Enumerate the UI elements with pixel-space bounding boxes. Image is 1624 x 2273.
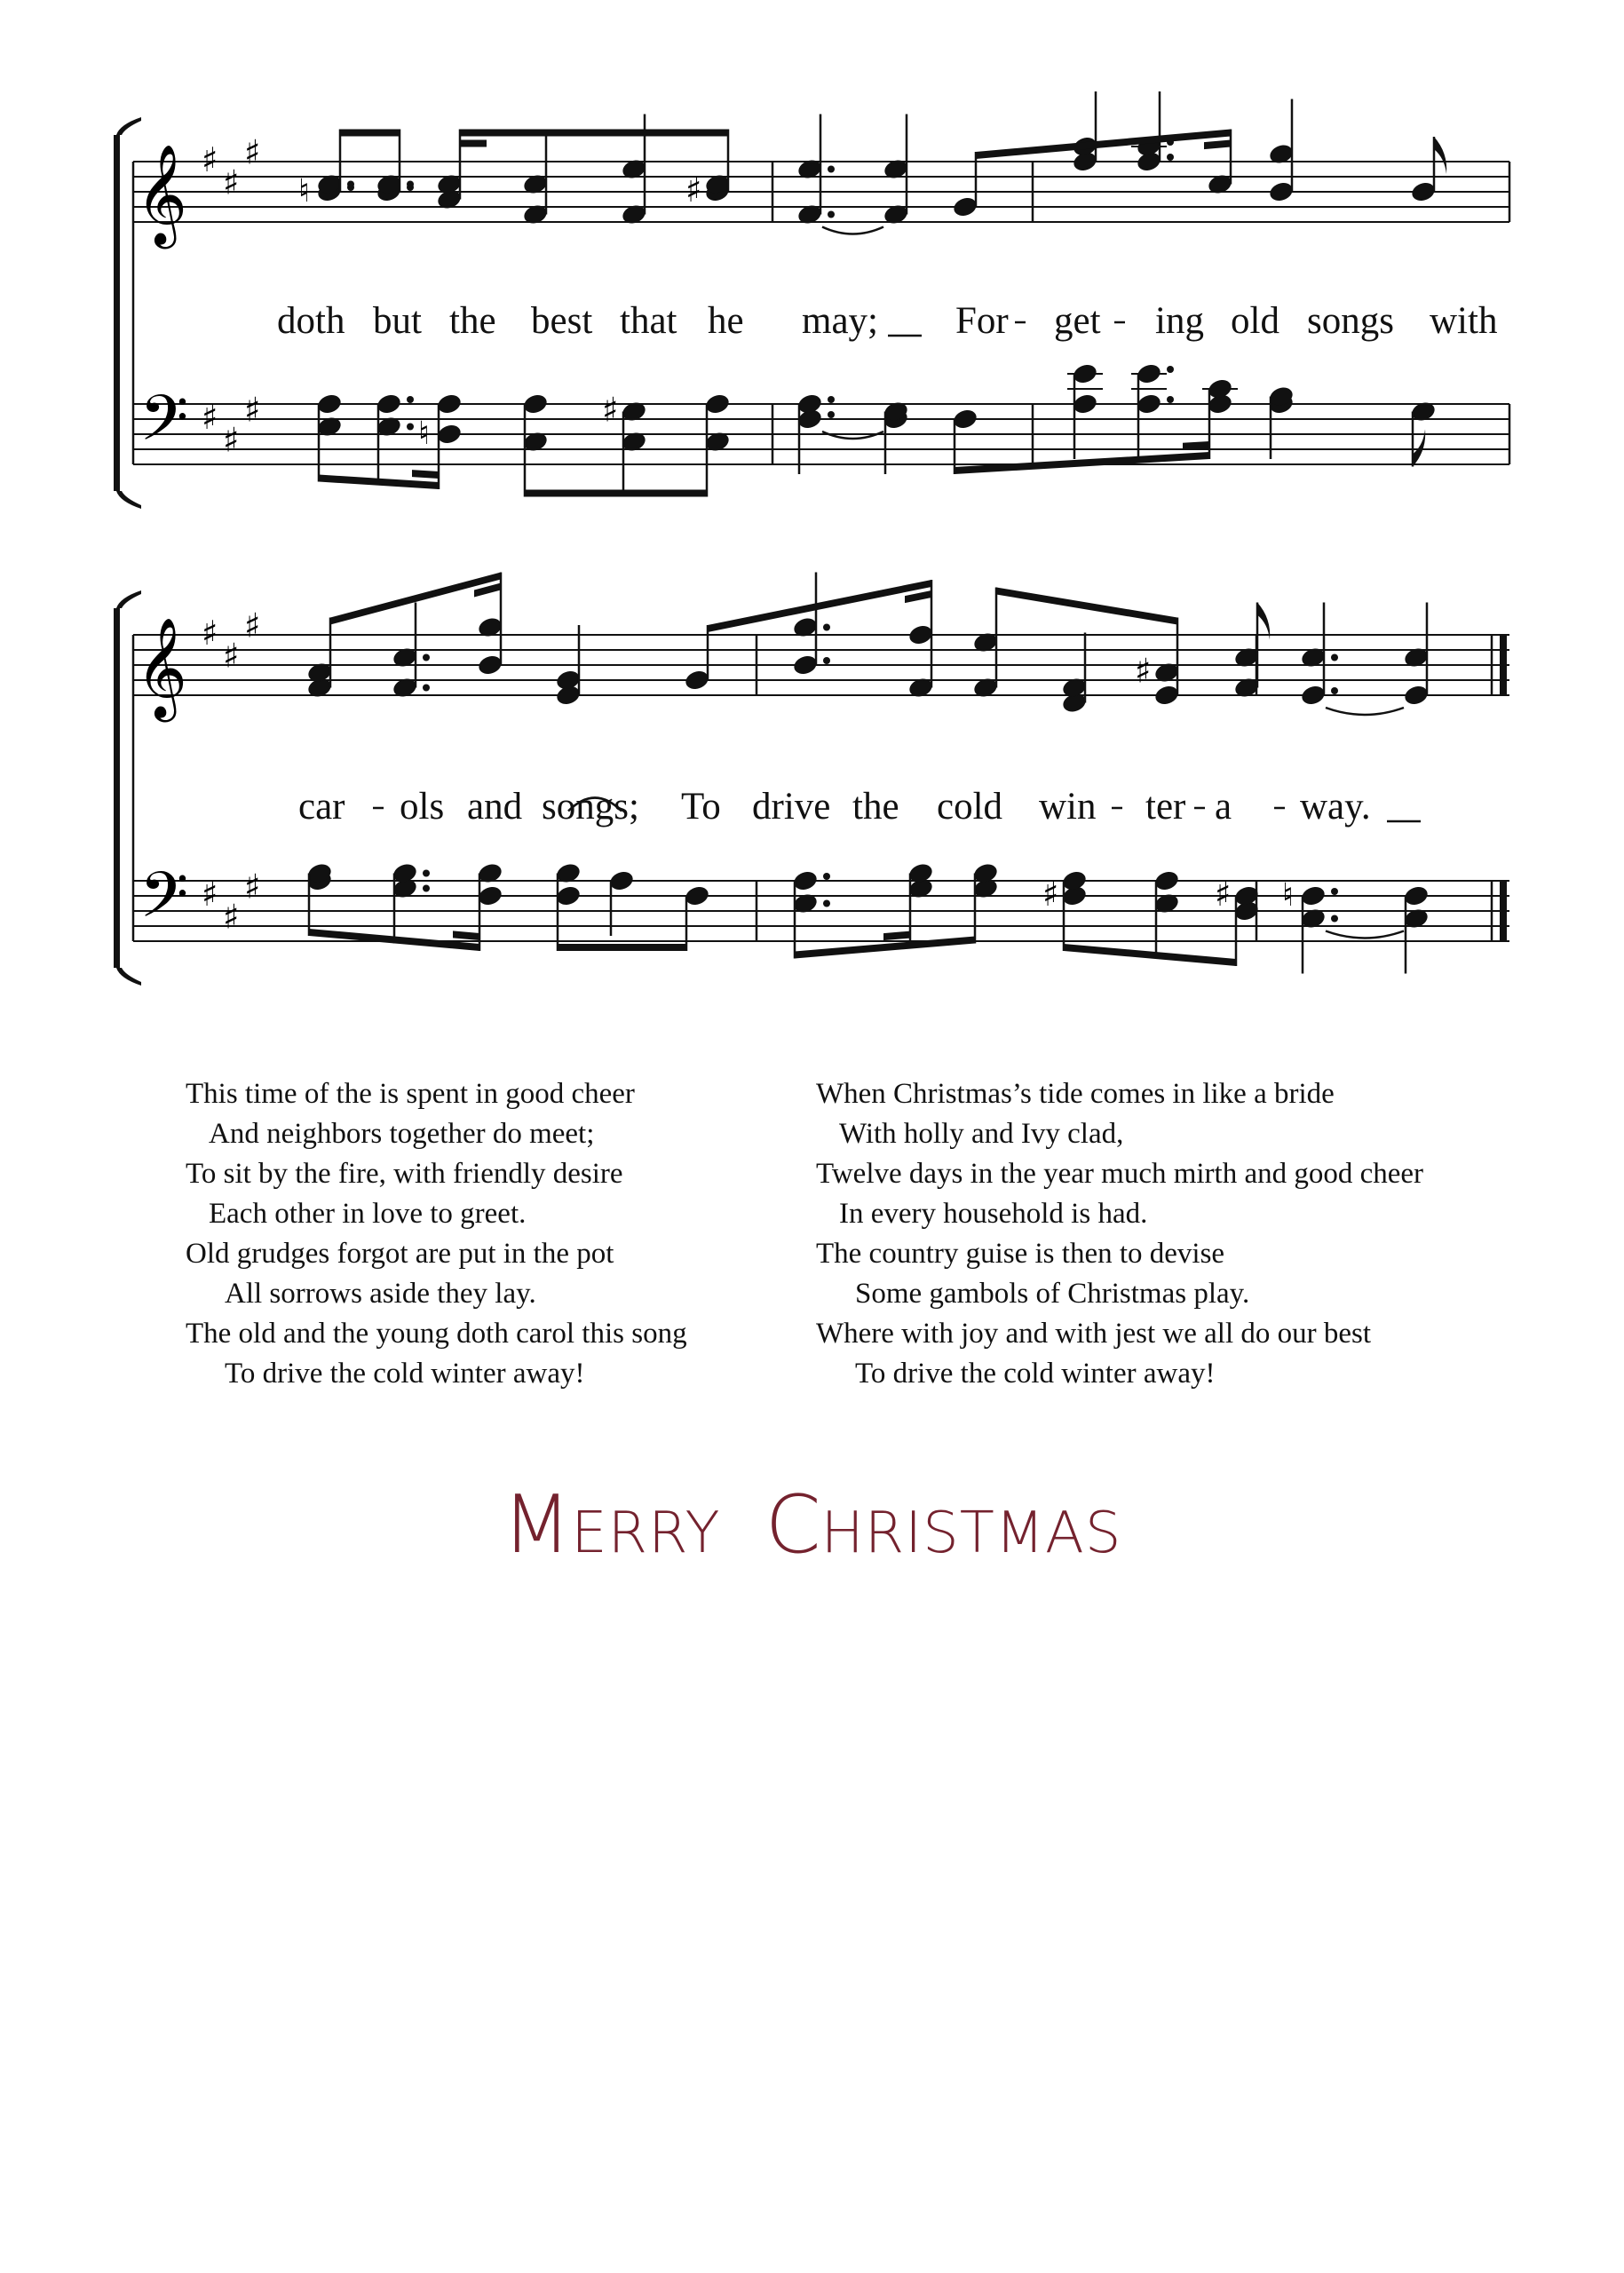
note-chord — [1153, 869, 1181, 959]
note-chord — [1207, 130, 1234, 196]
key-signature-sharp-icon: ♯ — [223, 897, 240, 937]
treble-clef-icon: 𝄞 — [136, 617, 187, 718]
augmentation-dot — [823, 873, 830, 880]
augmentation-dot — [1331, 687, 1338, 694]
verse-line: The old and the young doth carol this song — [186, 1318, 687, 1350]
lyric-word: ter — [1145, 786, 1186, 828]
note-chord — [436, 392, 463, 489]
key-signature-sharp-icon: ♯ — [202, 614, 218, 653]
tie — [1326, 931, 1404, 939]
accidental-sharp-icon: ♯ — [602, 390, 619, 430]
verse-line: And neighbors together do meet; — [209, 1118, 595, 1150]
lyric-word: may; — [802, 300, 878, 342]
note-chord — [1072, 362, 1099, 459]
bass-clef-icon: 𝄢 — [139, 859, 189, 947]
augmentation-dot — [407, 424, 414, 431]
lyric-word: the — [449, 300, 496, 342]
lyric-word: To — [681, 786, 721, 828]
tie — [822, 227, 883, 234]
key-signature-sharp-icon: ♯ — [202, 875, 218, 914]
verse-line: To drive the cold winter away! — [225, 1358, 585, 1390]
note-chord — [376, 392, 414, 482]
note-chord — [796, 115, 835, 226]
note-flag — [1434, 137, 1446, 174]
treble-clef-icon: 𝄞 — [136, 144, 187, 245]
lyric-word: that — [620, 300, 677, 342]
note-chord — [306, 618, 334, 700]
verse-line: To sit by the fire, with friendly desire — [186, 1158, 623, 1190]
note-chord — [704, 392, 732, 497]
note-chord — [477, 861, 504, 951]
augmentation-dot — [1331, 915, 1338, 923]
augmentation-dot — [823, 624, 830, 631]
staff-lines — [114, 117, 1509, 986]
verse-line: Twelve days in the year much mirth and good cheer — [816, 1158, 1424, 1190]
note-chord — [555, 625, 582, 707]
note-chord — [1072, 91, 1099, 173]
augmentation-dot — [1167, 396, 1174, 403]
augmentation-dot — [823, 900, 830, 907]
beam-secondary — [412, 470, 439, 479]
note-chord — [1233, 603, 1261, 700]
augmentation-dot — [828, 396, 835, 403]
greeting-word: ERRY — [571, 1501, 721, 1566]
note-chord — [1403, 884, 1430, 974]
beam — [996, 588, 1177, 625]
augmentation-dot — [823, 657, 830, 664]
verse-line: The country guise is then to devise — [816, 1238, 1225, 1270]
lyric-word: ing — [1155, 300, 1204, 342]
note-chord — [306, 861, 334, 936]
key-signature-sharp-icon: ♯ — [202, 398, 218, 437]
lyric-word: get — [1054, 300, 1101, 342]
note-chord — [621, 400, 648, 496]
note-chord — [972, 588, 1000, 700]
key-signature-sharp-icon: ♯ — [244, 606, 261, 645]
beam — [976, 130, 1231, 160]
accidental-sharp-icon: ♯ — [1215, 875, 1232, 914]
augmentation-dot — [423, 685, 430, 692]
lyric-word: old — [1231, 300, 1279, 342]
augmentation-dot — [347, 181, 354, 188]
beam-secondary — [905, 590, 931, 603]
lyric-word: win — [1039, 786, 1097, 828]
accidental-sharp-icon: ♯ — [1135, 651, 1152, 691]
note-chord — [883, 115, 910, 226]
sheet-music — [0, 0, 1624, 1065]
lyric-word: way. — [1300, 786, 1371, 828]
lyric-word: doth — [277, 300, 345, 342]
accidental-natural-icon: ♮ — [1282, 877, 1294, 914]
augmentation-dot — [828, 211, 835, 218]
augmentation-dot — [407, 181, 414, 188]
key-signature-sharp-icon: ♯ — [223, 162, 240, 202]
note-chord — [1061, 633, 1089, 715]
beam — [708, 580, 931, 632]
augmentation-dot — [828, 411, 835, 418]
greeting-initial: M — [502, 1478, 572, 1572]
augmentation-dot — [407, 396, 414, 403]
verse-line: All sorrows aside they lay. — [225, 1278, 536, 1310]
note-chord — [883, 400, 910, 474]
lyric-word: and — [467, 786, 523, 828]
verse-line: When Christmas’s tide comes in like a bride — [816, 1078, 1335, 1110]
key-signature-sharp-icon: ♯ — [244, 390, 261, 430]
beam — [460, 130, 728, 137]
tie — [1326, 708, 1404, 715]
key-signature-sharp-icon: ♯ — [223, 420, 240, 460]
verse-line: In every household is had. — [839, 1198, 1148, 1230]
key-signature-sharp-icon: ♯ — [244, 132, 261, 172]
verse-line: With holly and Ivy clad, — [839, 1118, 1124, 1150]
lyric-word: ols — [400, 786, 445, 828]
verse-line: Some gambols of Christmas play. — [855, 1278, 1250, 1310]
augmentation-dot — [423, 885, 430, 892]
note-chord — [1300, 884, 1338, 974]
augmentation-dot — [423, 654, 430, 661]
lyric-word: cold — [937, 786, 1003, 828]
note-chord — [436, 130, 463, 211]
accidental-natural-icon: ♮ — [298, 173, 310, 210]
verse-line: Old grudges forgot are put in the pot — [186, 1238, 614, 1270]
beam — [558, 944, 686, 951]
note-chord — [522, 130, 550, 226]
lyric-word: he — [708, 300, 744, 342]
beam-secondary — [1204, 140, 1231, 150]
note-chord — [1153, 618, 1181, 708]
note-chord — [792, 573, 830, 677]
verse-line: Where with joy and with jest we all do our best — [816, 1318, 1372, 1350]
augmentation-dot — [423, 870, 430, 877]
verse-left — [186, 1074, 687, 1394]
merry-christmas-greeting — [0, 1478, 1624, 1572]
note-chord — [704, 130, 732, 204]
verse-line: Each other in love to greet. — [209, 1198, 527, 1230]
augmentation-dot — [828, 166, 835, 173]
key-signature-sharp-icon: ♯ — [223, 636, 240, 676]
note-chord — [1300, 603, 1338, 708]
beam — [1064, 944, 1236, 966]
note-chord — [792, 869, 830, 959]
note-chord — [392, 603, 430, 700]
greeting-word: HRISTMAS — [820, 1501, 1122, 1566]
beam-secondary — [883, 931, 910, 941]
augmentation-dot — [1331, 888, 1338, 895]
verse-line: This time of the is spent in good cheer — [186, 1078, 635, 1110]
notes — [298, 91, 1446, 974]
note-chord — [1410, 137, 1438, 203]
note-chord — [972, 861, 1000, 943]
lyric-word: For — [955, 300, 1009, 342]
verse-line: To drive the cold winter away! — [855, 1358, 1216, 1390]
augmentation-dot — [1167, 154, 1174, 161]
lyric-word: car — [298, 786, 345, 828]
augmentation-dot — [1167, 366, 1174, 373]
greeting-initial: C — [764, 1478, 821, 1572]
key-signature-sharp-icon: ♯ — [202, 140, 218, 179]
beam — [340, 130, 400, 137]
beam — [955, 452, 1209, 474]
note-chord — [316, 392, 344, 482]
note-chord — [522, 392, 550, 497]
note-chord — [1268, 384, 1295, 459]
augmentation-dot — [1331, 654, 1338, 661]
note-chord — [555, 861, 582, 951]
key-signature-sharp-icon: ♯ — [244, 867, 261, 907]
accidental-sharp-icon: ♯ — [685, 170, 702, 210]
bass-clef-icon: 𝄢 — [139, 382, 189, 471]
lyric-word: best — [531, 300, 593, 342]
note-chord — [1136, 362, 1174, 459]
lyric-word: the — [852, 786, 899, 828]
note-chord — [1268, 99, 1295, 204]
lyric-word: but — [373, 300, 422, 342]
lyric-word: a — [1215, 786, 1232, 828]
accidental-sharp-icon: ♯ — [1042, 875, 1059, 914]
lyric-word: songs; — [542, 786, 639, 828]
note-chord — [392, 861, 430, 943]
beam — [525, 490, 707, 497]
lyric-word: with — [1430, 300, 1498, 342]
lyric-word: songs — [1307, 300, 1394, 342]
beam-secondary — [460, 140, 487, 147]
note-chord — [1403, 603, 1430, 708]
note-chord — [907, 861, 935, 943]
verse-right — [816, 1074, 1423, 1394]
lyric-word: drive — [752, 786, 831, 828]
beam-secondary — [453, 931, 479, 940]
accidental-natural-icon: ♮ — [418, 416, 430, 452]
note-chord — [1061, 869, 1089, 951]
